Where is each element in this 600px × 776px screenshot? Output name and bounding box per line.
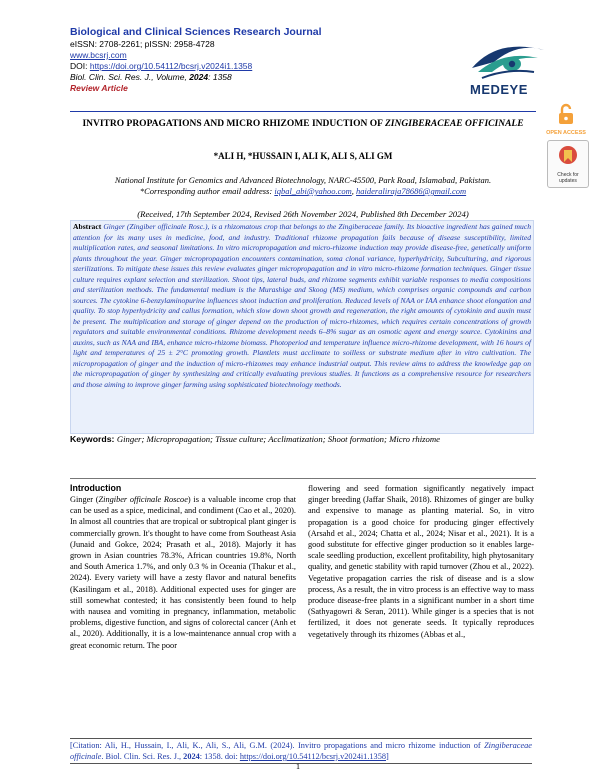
article-type: Review Article	[70, 83, 128, 93]
publisher-name: MEDEYE	[470, 82, 528, 97]
ref-year: 2024	[189, 72, 209, 82]
intro-col1-start: Ginger (	[70, 495, 99, 504]
intro-col1-rest: ) is a valuable income crop that can be used as a spice, medicinal, and condiment (Cao et al., 2020). In almost all countries that are tropical or subtropical plant ginger is commercially grown. It's thought to have come from Southeast Asia (Junaid and Gokce, 2024; Prasath et al., 2018). Majorly it has grown in Asian countries 78.3%, African countries 19.8%, North and South America 1.7%, and only 0.3 % in Oceania (Thakur et al., 2024). Every variety will have a zesty flavor and natural benefits (Kasilingam et al., 2018). Additional expected uses for ginger are still somewhat contested; it has consistently been found to help with nausea and vomiting in pregnancy, inflammation, metabolic problems, digestive function, and signs of colorectal cancer (Anh et al., 2020). Additionally, it is a low-maintenance annual crop with a great economic return. The poor	[70, 495, 296, 650]
authors: *ALI H, *HUSSAIN I, ALI K, ALI S, ALI GM	[213, 151, 393, 161]
bookmark-icon	[557, 144, 579, 168]
journal-header	[70, 26, 450, 93]
citation-part2: . Biol. Clin. Sci. Res. J.,	[101, 752, 184, 761]
abstract	[73, 222, 531, 390]
ref-prefix: Biol. Clin. Sci. Res. J., Volume,	[70, 72, 190, 82]
citation-end: ]	[386, 752, 389, 761]
journal-title: Biological and Clinical Sciences Research Journal	[70, 26, 322, 38]
correspondence	[70, 186, 536, 197]
keywords-label: Keywords:	[70, 434, 117, 444]
email-separator: ,	[351, 186, 357, 196]
title-plain: INVITRO PROPAGATIONS AND MICRO RHIZOME INDUCTION OF	[82, 119, 385, 129]
doi-label: DOI:	[70, 61, 90, 71]
website-link[interactable]: www.bcsrj.com	[70, 50, 127, 60]
doi-link[interactable]: https://doi.org/10.54112/bcsrj.v2024i1.1358	[89, 61, 253, 71]
abstract-text: Ginger (Zingiber officinale Rosc.), is a rhizomatous crop that belongs to the Zingiberaceae family. Its bioactive ingredient has gained much attention for its many uses in medicine, food, and industry. Traditional rhizome propagation fails because of disease susceptibility, limited multiplication rates, and seasonal limitations. In vitro micropropagation and micro-rhizome induction may provide disease-free, genetically uniform plants throughout the year. Ginger micropropagation encounters contamination, soma clonal variance, hyperhydricity, Subculturing, and rigorous sterilizations. To mitigate these issues this review evaluates ginger micropropagation and in vitro micro-rhizome formation techniques. Ginger tissue culture requires explant selection and sterilization. Shoot tips, lateral buds, and rhizome segments exhibit variable responses to media compositions and sterilization methods. The fundamental medium is the Murashige and Skoog (MS) medium, which comprises organic compounds and carbon sources. The cytokine 6-benzylaminopurine influences shoot induction and proliferation. Reduced levels of NAA or IAA enhance shoot elongation and quality. To stop hyperhydricity and callus formation, which slow down shoot growth and regeneration, the right amounts of cytokinin and auxin must be present. The multiplication and storage of ginger depend on the production of micro-rhizomes, which requires certain concentrations of growth regulators and suitable environmental conditions. Rhizome development needs 6–8% sugar as an osmotic agent and energy source. Cytokinins and auxins, such as NAA and IBA, enhance micro-rhizome biomass. Photoperiod and temperature influence micro-rhizome development, with 16 hours of light and temperatures of 25 ± 2°C promoting growth. Plantlets must acclimate to soilless or substrate medium after in vitro cultivation. The micropropagation of ginger and the induction of micro-rhizomes may enhance industrial output. This review aims to address the knowledge gap on the micropropagation of ginger by synthesizing and critically evaluating previous studies. It functions as a comprehensive resource for researchers and those aiming to improve ginger farming using sophisticated biotechnology methods.	[73, 222, 531, 389]
affiliation-block	[70, 175, 536, 197]
page-number: 1	[296, 762, 300, 771]
keywords-divider	[70, 478, 536, 479]
intro-column-2: flowering and seed formation significantly negatively impact ginger breeding (Jaffar Shaik, 2018). Rhizomes of ginger are bulky and expensive to manage as planting material. So, in vitro propagation is a good choice for producing ginger effectively (Arsahd et al., 2024; Chatta et al., 2024; Nisar et al., 2021). It is a good substitute for effective ginger production so it enables large-scale seedling production, excellent profitability, high phytosanitary quality, and genetic stability with rapid turnover (Zhou et al., 2022). Vegetative propagation carries the risk of disease and is a slow process, As a result, the in vitro process is an effective way to mass produce disease-free plants in a significant number in a short time (Sathyagowri & Seran, 2011). While ginger is a species that is not fertilized, it does not generate seeds. It typically reproduces vegetatively through its rhizomes (Abbas et al.,	[308, 484, 534, 639]
updates-label: updates	[559, 177, 577, 184]
abstract-label: Abstract	[73, 222, 102, 231]
citation-doi-link[interactable]: https://doi.org/10.54112/bcsrj.v2024i1.1358	[239, 752, 386, 761]
citation	[70, 740, 532, 762]
email-link-1[interactable]: iqbal_abi@yahoo.com	[274, 186, 352, 196]
intro-column-1	[70, 494, 296, 651]
open-access-label: OPEN ACCESS	[546, 130, 586, 136]
citation-year: 2024	[183, 752, 200, 761]
open-access-badge[interactable]	[546, 103, 586, 136]
article-title	[70, 118, 536, 130]
keywords-text: Ginger; Micropropagation; Tissue culture; Acclimatization; Shoot formation; Micro rhizome	[116, 434, 441, 444]
correspondence-label: *Corresponding author email address:	[139, 186, 275, 196]
received-dates: (Received, 17th September 2024, Revised 26th November 2024, Published 8th December 2024)	[137, 209, 469, 219]
open-lock-icon	[555, 103, 577, 125]
header-divider	[70, 111, 536, 112]
intro-col1-italic: Zingiber officinale Roscoe	[98, 495, 188, 504]
keywords	[70, 434, 536, 445]
check-for-updates-badge[interactable]	[547, 140, 589, 188]
citation-part1: [Citation: Ali, H., Hussain, I., Ali, K., Ali, S., Ali, G.M. (2024). Invitro propagations and micro rhizome induction of	[70, 741, 485, 750]
issn: eISSN: 2708-2261; pISSN: 2958-4728	[70, 39, 215, 49]
citation-part3: : 1358. doi:	[199, 752, 240, 761]
ref-suffix: : 1358	[208, 72, 232, 82]
introduction-heading: Introduction	[70, 483, 122, 493]
citation-italic: Zingiberaceae officinale	[70, 741, 532, 761]
check-for-label: Check for	[557, 172, 579, 178]
title-italic: ZINGIBERACEAE OFFICINALE	[384, 119, 524, 129]
email-link-2[interactable]: haideraliraja78686@gmail.com	[356, 186, 467, 196]
affiliation: National Institute for Genomics and Advanced Biotechnology, NARC-45500, Park Road, Islamabad, Pakistan.	[114, 175, 492, 185]
